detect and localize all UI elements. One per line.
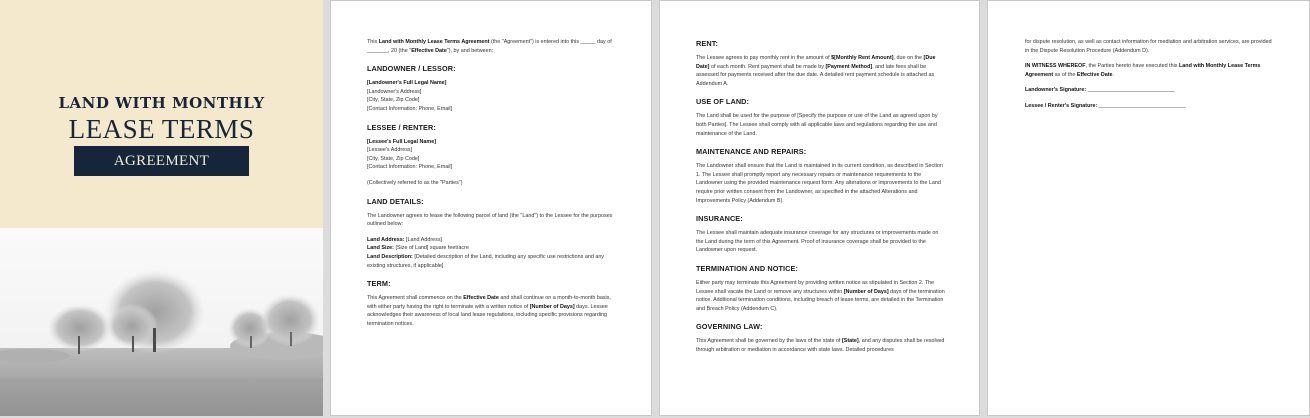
landowner-city: [City, State, Zip Code] <box>367 97 420 104</box>
cover-title-line1: LAND WITH MONTHLY <box>58 94 265 112</box>
page-2 <box>330 0 652 416</box>
use-of-land-paragraph: The Land shall be used for the purpose of [Specify the purpose or use of the Land as agreed upon by both Parties]. The Lessee shall comply with all applicable laws and regulations regarding the use and maintenance of the Land. <box>696 113 938 137</box>
cover-page <box>0 0 323 416</box>
termination-paragraph: Either party may terminate this Agreement by providing written notice as stipulated in Section 2. The Lessee shall vacate the Land or remove any structures within [Number of Days] days of the termination notice. Additional termination conditions, including breach of lease terms, are detailed in the Termination and Breach Policy (Addendum C). <box>696 279 945 312</box>
landowner-name: [Landowner's Full Legal Name] <box>367 80 447 87</box>
maintenance-paragraph: The Landowner shall ensure that the Land is maintained in its current condition, as described in Section 1. The Lessee shall promptly report any necessary repairs or maintenance requirements to the Landowner using the provided maintenance request form. Any alterations or improvements to the Land require prior written consent from the Landowner, as specified in the attached Alterations and Improvements Policy (Addendum B). <box>696 163 943 204</box>
page-3 <box>659 0 980 416</box>
landowner-signature-line: Landowner's Signature: _____________________________ <box>1025 87 1175 94</box>
governing-law-heading: GOVERNING LAW: <box>696 322 763 332</box>
land-details-heading: LAND DETAILS: <box>367 196 424 206</box>
lessee-signature-line: Lessee / Renter's Signature: _____________________________ <box>1025 102 1186 109</box>
lessee-city: [City, State, Zip Code] <box>367 155 420 162</box>
land-description: Land Description: [Detailed description of the Land, including any specific use restrictions and any existing structures, if applicable] <box>367 253 605 269</box>
termination-heading: TERMINATION AND NOTICE: <box>696 263 799 273</box>
term-paragraph: This Agreement shall commence on the Effective Date and shall continue on a month-to-month basis, with either party having the right to terminate with a written notice of [Number of Days] days. Lessee acknowledges their awareness of local land lease regulations, including specific provisions regarding termination notices. <box>367 295 611 327</box>
lessee-contact: [Contact Information: Phone, Email] <box>367 164 453 171</box>
landowner-heading: LANDOWNER / LESSOR: <box>367 64 456 74</box>
page-4 <box>987 0 1310 416</box>
maintenance-heading: MAINTENANCE AND REPAIRS: <box>696 147 807 157</box>
lessee-address: [Lessee's Address] <box>367 147 413 154</box>
dispute-continuation: for dispute resolution, as well as contact information for mediation and arbitration services, are provided in the Dispute Resolution Procedure (Addendum D). <box>1025 39 1272 54</box>
parties-note: (Collectively referred to as the "Parties") <box>367 179 463 186</box>
rent-paragraph: The Lessee agrees to pay monthly rent in the amount of $[Monthly Rent Amount], due on the [Due Date] of each month. Rent payment shall be made by [Payment Method], and late fees shall be assessed for payments received after the due date. A detailed rent payment schedule is attached as Addendum A. <box>696 55 936 87</box>
land-size: Land Size: [Size of Land] square feet/acre <box>367 245 469 252</box>
rent-heading: RENT: <box>696 39 718 48</box>
landowner-address: [Landowner's Address] <box>367 88 422 95</box>
intro-paragraph: This Land with Monthly Lease Terms Agreement (the "Agreement") is entered into this _____ day of _______, 20 (the "Effective Date"), by and between: <box>367 39 612 54</box>
land-details-intro: The Landowner agrees to lease the following parcel of land (the "Land") to the Lessee for the purposes outlined below: <box>367 212 613 228</box>
term-heading: TERM: <box>367 279 391 289</box>
use-of-land-heading: USE OF LAND: <box>696 97 750 107</box>
governing-law-paragraph: This Agreement shall be governed by the laws of the state of [State], and any disputes shall be resolved through arbitration or mediation in accordance with state laws. Detailed procedures <box>696 338 945 353</box>
cover-photo-frosted-trees <box>0 228 323 416</box>
cover-title-badge <box>74 146 249 176</box>
landowner-contact: [Contact Information: Phone, Email] <box>367 105 453 112</box>
insurance-paragraph: The Lessee shall maintain adequate insurance coverage for any structures or improvements made on the Land during the term of this Agreement. Proof of insurance coverage shall be provided to the Landowner upon request. <box>696 230 939 254</box>
lessee-heading: LESSEE / RENTER: <box>367 122 436 132</box>
witness-paragraph: IN WITNESS WHEREOF, the Parties hereto have executed this Land with Monthly Lease Terms Agreement as of the Effective Date. <box>1025 63 1261 78</box>
cover-title-line3: AGREEMENT <box>113 153 210 169</box>
cover-title-line2: LEASE TERMS <box>68 114 255 144</box>
lessee-name: [Lessee's Full Legal Name] <box>367 138 436 145</box>
land-address: Land Address: [Land Address] <box>367 236 443 243</box>
insurance-heading: INSURANCE: <box>696 214 743 224</box>
